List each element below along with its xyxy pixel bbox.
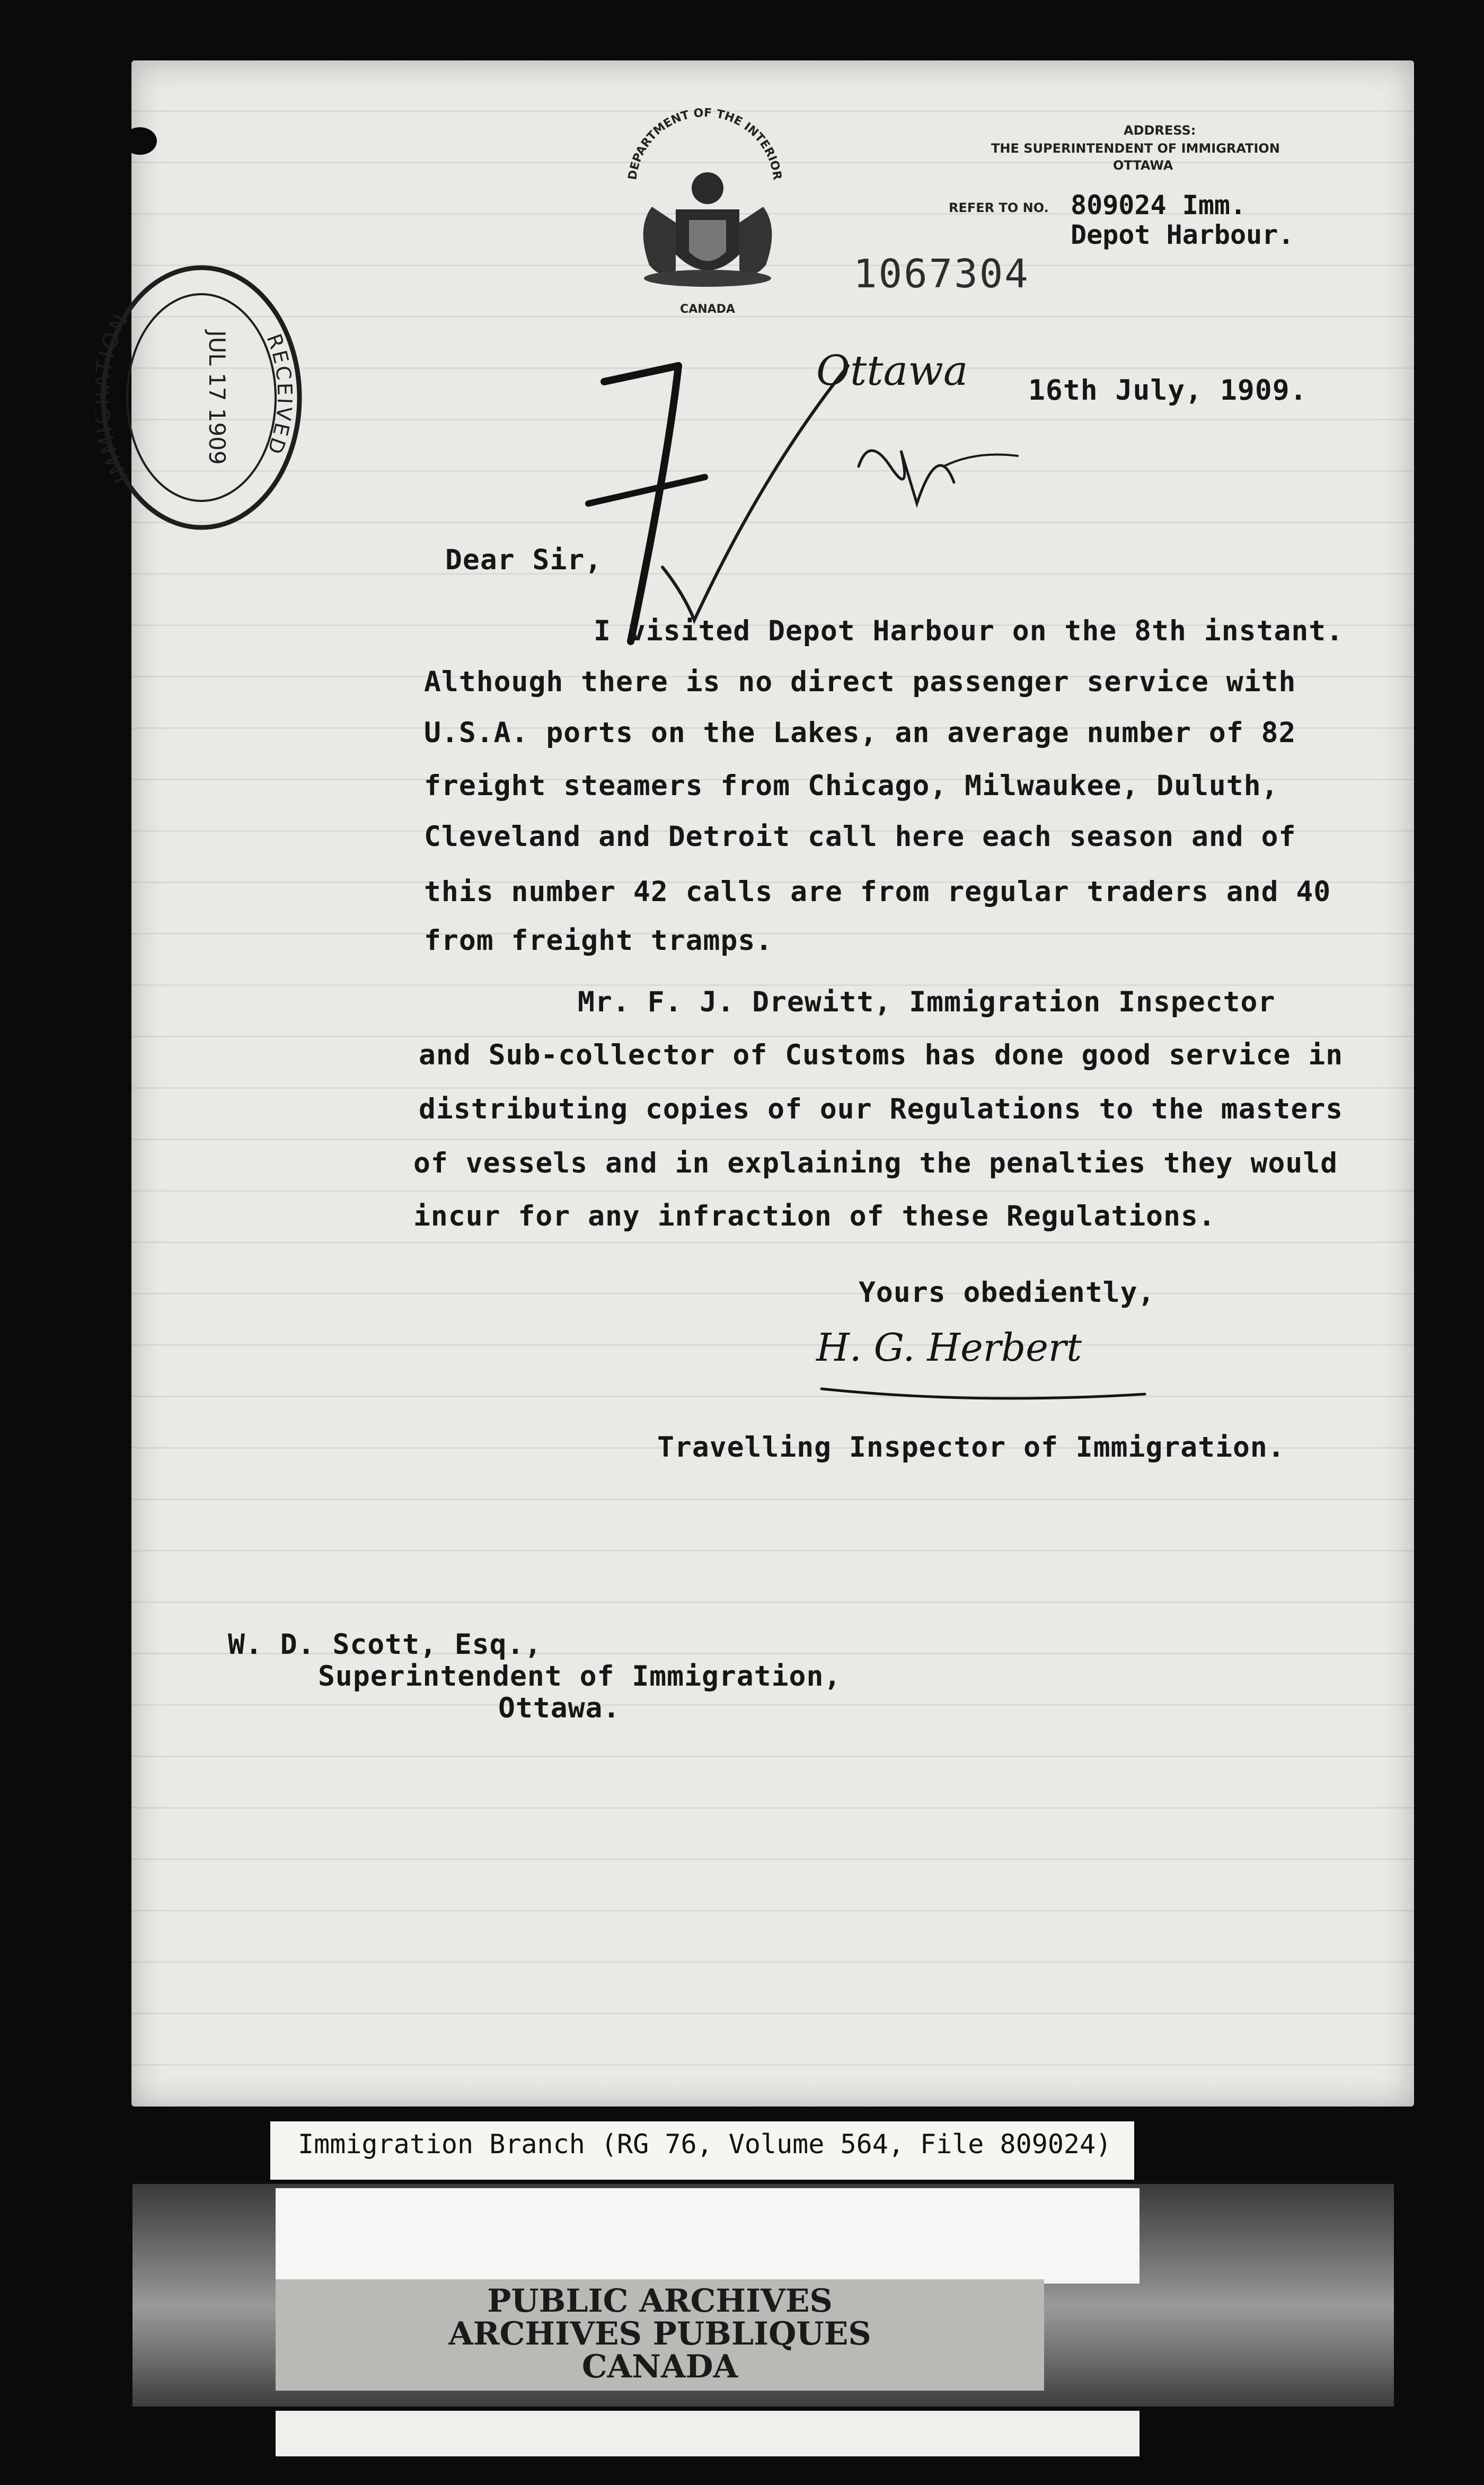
closing: Yours obediently, [859, 1276, 1155, 1309]
body-line-8: Mr. F. J. Drewitt, Immigration Inspector [578, 986, 1276, 1018]
archive-label: Immigration Branch (RG 76, Volume 564, File 809024) [298, 2129, 1112, 2160]
stamp-outer-text: IMM ION [95, 309, 135, 487]
archive-stamp-line-2: ARCHIVES PUBLIQUES [448, 2315, 871, 2352]
file-number: 1067304 [853, 251, 1030, 297]
body-line-7: from freight tramps. [424, 924, 773, 957]
body-line-5: Cleveland and Detroit call here each season and of [424, 821, 1296, 853]
svg-text:IMMIGRATION [95, 309, 134, 487]
body-line-10: distributing copies of our Regulations to the masters [419, 1093, 1344, 1125]
body-line-6: this number 42 calls are from regular traders and 40 [424, 876, 1331, 908]
address-line-2: OTTAWA [1113, 158, 1173, 173]
body-line-9: and Sub-collector of Customs has done good service in [419, 1039, 1344, 1071]
svg-text:DEPARTMENT OF THE INTERIOR [626, 107, 783, 181]
place-handwritten: Ottawa [816, 347, 968, 395]
addressee-title: Superintendent of Immigration, [318, 1660, 842, 1693]
body-line-1: I visited Depot Harbour on the 8th instant. [594, 615, 1344, 647]
crest-bottom-text: CANADA [680, 303, 735, 316]
address-label: ADDRESS: [1124, 123, 1196, 138]
crest-top-text: DEPARTMENT OF THE INTERIOR [626, 106, 784, 181]
archive-blank-area [276, 2188, 1140, 2284]
body-line-2: Although there is no direct passenger service with [424, 666, 1296, 698]
stamp-date: JUL 17 1909 [204, 330, 230, 465]
archive-stamp-line-3: CANADA [581, 2348, 738, 2385]
body-line-12: incur for any infraction of these Regulations. [413, 1200, 1216, 1232]
archive-stamp-line-1: PUBLIC ARCHIVES [487, 2283, 833, 2320]
stamp-received-text: RECEIVED [262, 331, 297, 459]
refer-label: REFER TO NO. [949, 200, 1049, 215]
department-crest [556, 95, 859, 320]
body-line-11: of vessels and in explaining the penalties they would [413, 1147, 1338, 1179]
archive-stamp [276, 2279, 1044, 2391]
addressee-city: Ottawa. [498, 1692, 621, 1724]
refer-number: 809024 Imm. [1071, 190, 1247, 221]
body-line-4: freight steamers from Chicago, Milwaukee, Duluth, [424, 770, 1279, 802]
bottom-strip [276, 2411, 1140, 2456]
signature-flourish [816, 1368, 1155, 1412]
signatory-title: Travelling Inspector of Immigration. [657, 1431, 1285, 1464]
punch-hole [123, 127, 157, 155]
received-stamp [95, 260, 307, 537]
letter-date: 16th July, 1909. [1028, 374, 1308, 407]
addressee-name: W. D. Scott, Esq., [228, 1628, 542, 1661]
signature: H. G. Herbert [816, 1325, 1082, 1370]
body-line-3: U.S.A. ports on the Lakes, an average number of 82 [424, 717, 1296, 749]
refer-subject: Depot Harbour. [1071, 219, 1294, 250]
salutation: Dear Sir, [445, 544, 603, 576]
address-line-1: THE SUPERINTENDENT OF IMMIGRATION [991, 141, 1280, 156]
